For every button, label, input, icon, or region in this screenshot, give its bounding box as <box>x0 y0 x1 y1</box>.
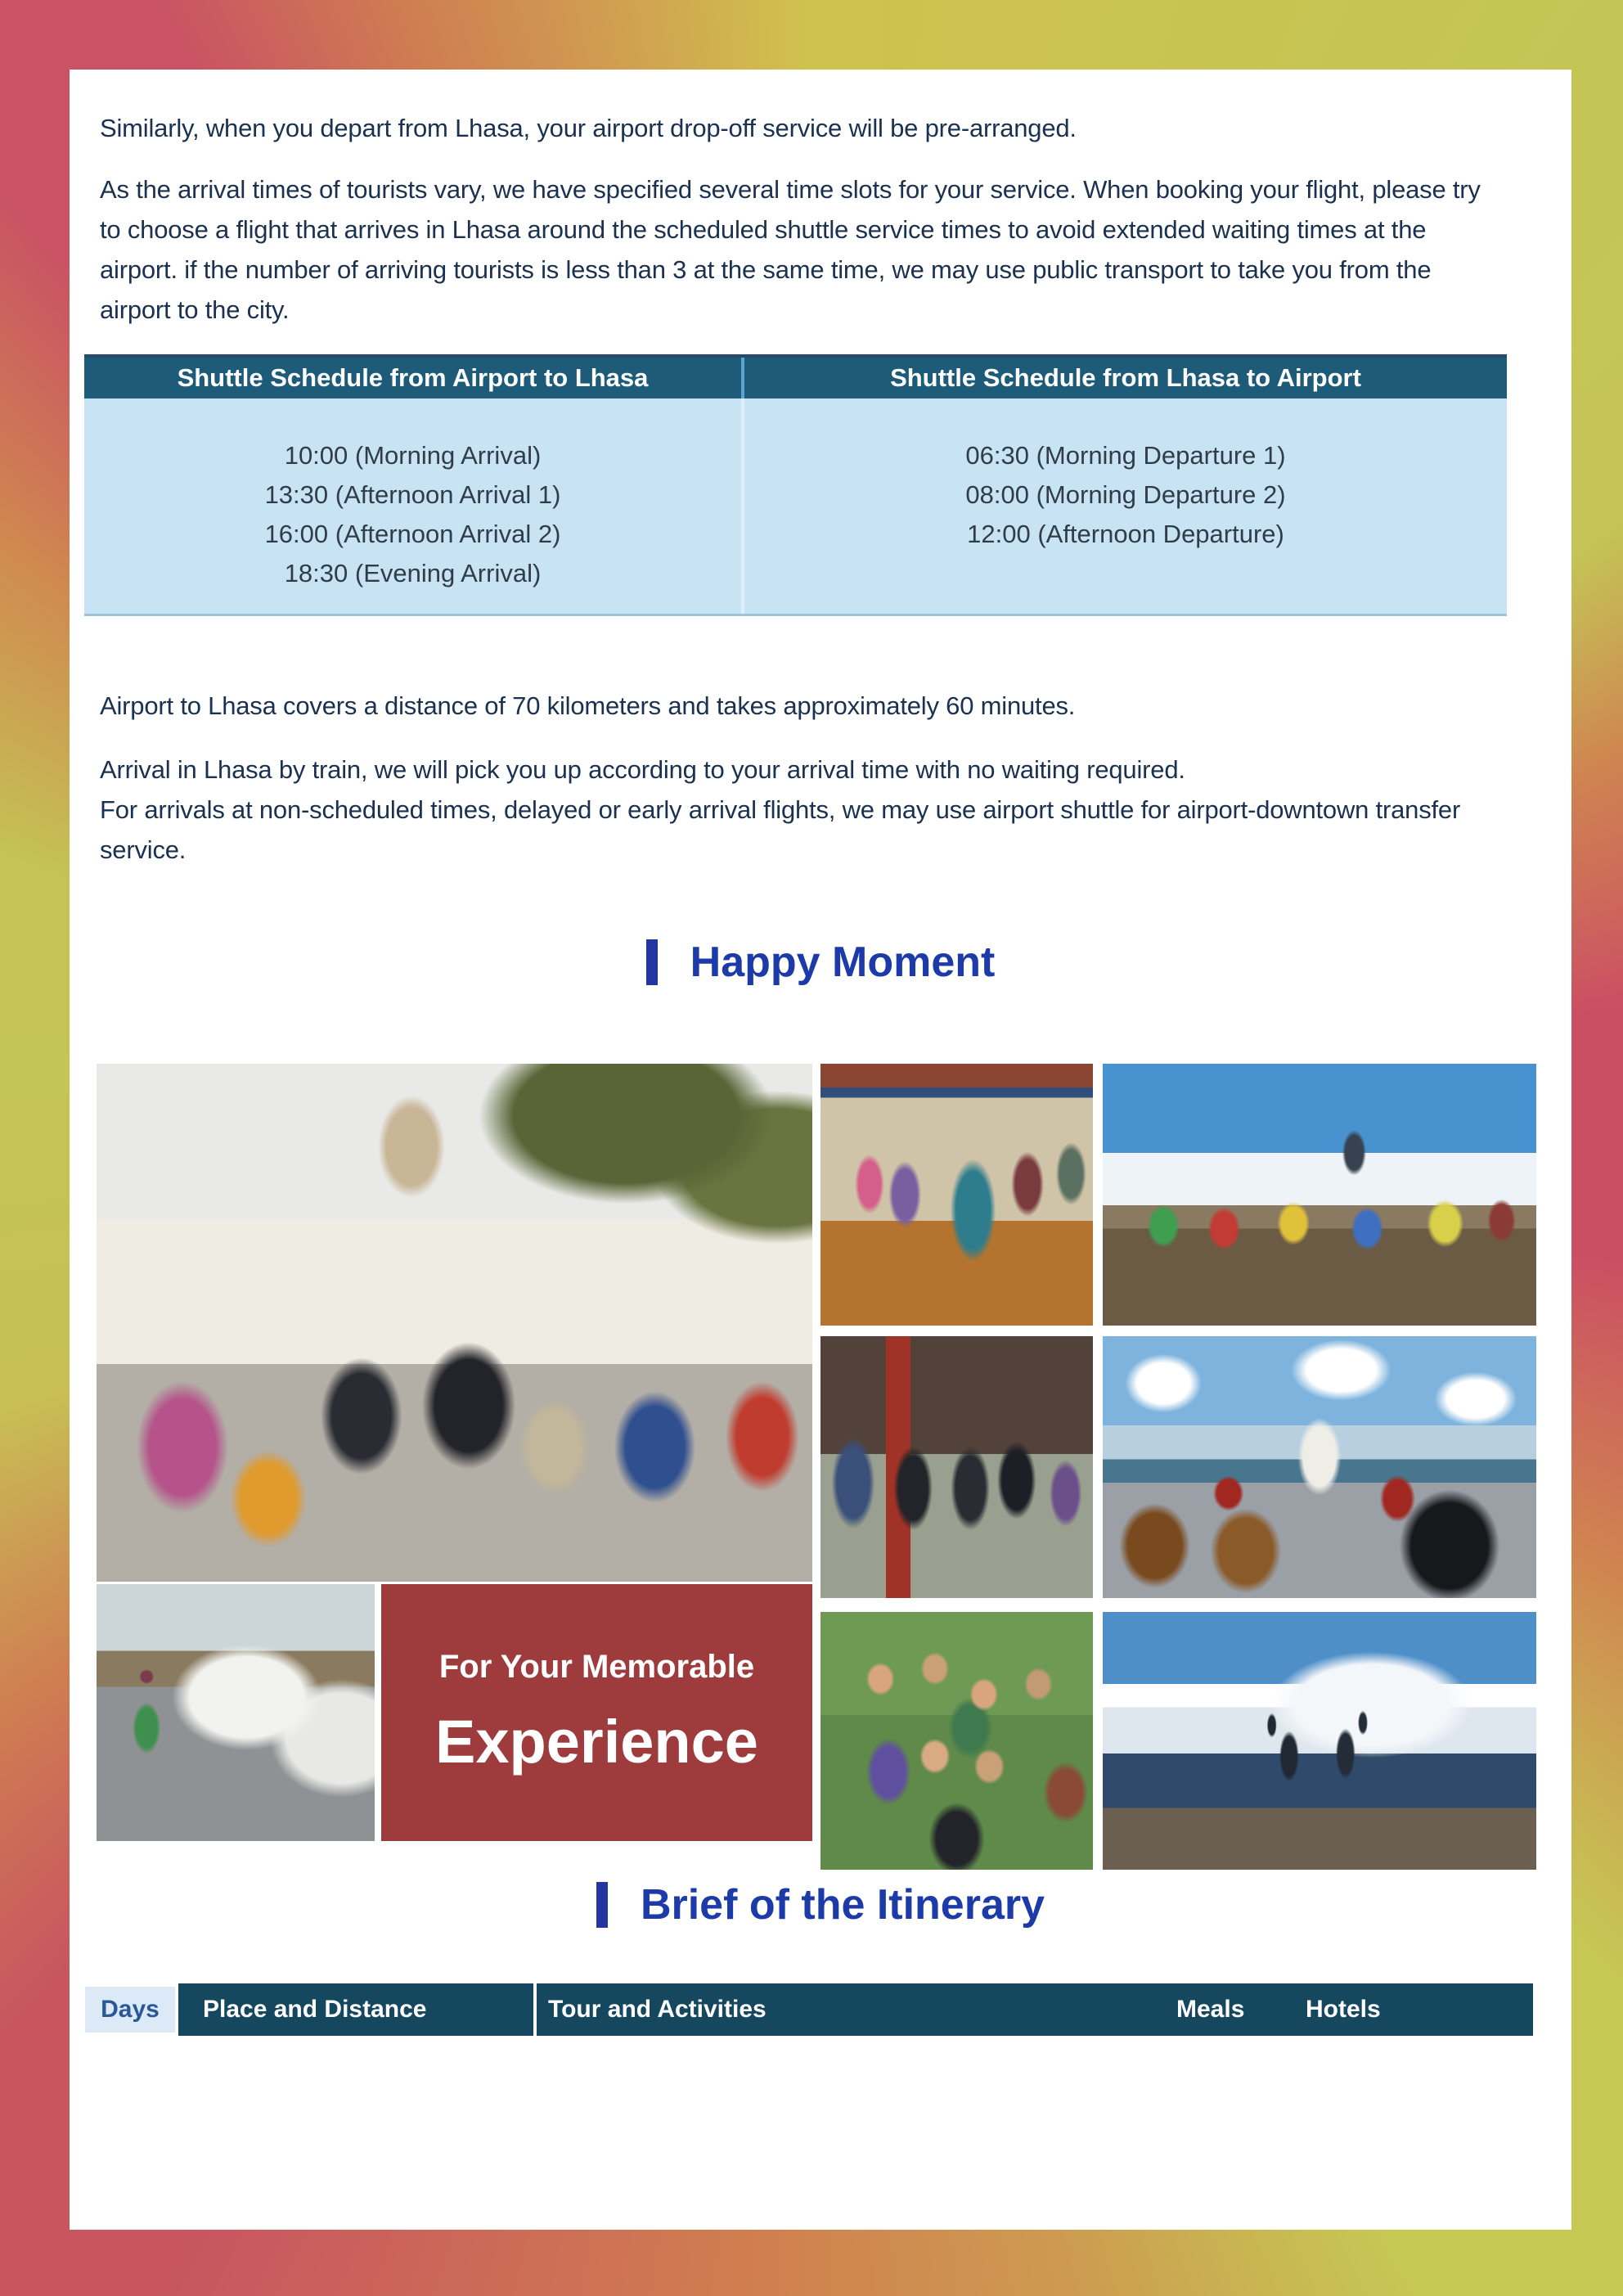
lhasa-to-airport-times <box>744 398 1507 614</box>
train-arrival-paragraph <box>100 750 1507 870</box>
itinerary-header-meals: Meals <box>1176 1996 1245 2023</box>
schedule-entry: 08:00 (Morning Departure 2) <box>965 480 1286 509</box>
heading-bar-icon <box>646 939 658 985</box>
itinerary-table-header-row <box>82 1983 1533 2036</box>
photo-tour-vehicles-roadside <box>97 1584 375 1841</box>
photo-group-at-potala <box>97 1064 812 1582</box>
photo-tibetan-mastiffs-lake <box>1103 1336 1536 1598</box>
schedule-entry: 06:30 (Morning Departure 1) <box>965 441 1286 470</box>
shuttle-table-header-row <box>84 354 1507 398</box>
schedule-entry: 18:30 (Evening Arrival) <box>284 559 542 588</box>
itinerary-header-tour: Tour and Activities <box>548 1996 767 2023</box>
non-scheduled-line: For arrivals at non-scheduled times, delayed or early arrival flights, we may use airport shuttle for airport-downtown transfer service. <box>100 795 1461 864</box>
experience-banner-line2: Experience <box>435 1708 758 1776</box>
distance-paragraph: Airport to Lhasa covers a distance of 70 kilometers and takes approximately 60 minutes. <box>100 691 1076 720</box>
heading-bar-icon <box>596 1882 608 1928</box>
section-heading-itinerary <box>70 1872 1571 1938</box>
photo-prayer-flags-mountain <box>1103 1064 1536 1326</box>
column-divider <box>533 1983 537 2036</box>
shuttle-header-lhasa-to-airport: Shuttle Schedule from Lhasa to Airport <box>890 363 1361 392</box>
photo-group-selfie <box>820 1612 1093 1870</box>
train-arrival-line: Arrival in Lhasa by train, we will pick you up according to your arrival time with no waiting required. <box>100 755 1185 784</box>
schedule-entry: 13:30 (Afternoon Arrival 1) <box>264 480 561 509</box>
schedule-entry: 16:00 (Afternoon Arrival 2) <box>264 520 561 548</box>
section-heading-happy-moment <box>70 930 1571 995</box>
section-title: Brief of the Itinerary <box>640 1881 1045 1929</box>
shuttle-header-airport-to-lhasa: Shuttle Schedule from Airport to Lhasa <box>177 363 649 392</box>
experience-banner <box>381 1584 812 1841</box>
photo-tibetan-dance-room <box>820 1064 1093 1326</box>
itinerary-header-place: Place and Distance <box>203 1996 427 2023</box>
photo-monastery-courtyard-chat <box>820 1336 1093 1598</box>
shuttle-schedule-table <box>84 354 1507 616</box>
section-title: Happy Moment <box>690 939 996 986</box>
itinerary-header-hotels: Hotels <box>1306 1996 1381 2023</box>
intro-paragraph: Similarly, when you depart from Lhasa, your airport drop-off service will be pre-arranged. <box>100 114 1077 142</box>
experience-banner-line1: For Your Memorable <box>438 1649 755 1685</box>
photo-hikers-everest <box>1103 1612 1536 1870</box>
itinerary-header-days: Days <box>82 1983 178 2036</box>
airport-to-lhasa-times <box>84 398 741 614</box>
arrival-times-paragraph: As the arrival times of tourists vary, we have specified several time slots for your service. When booking your flight, please try to choose a flight that arrives in Lhasa around the scheduled shuttle service times to avoid extended waiting times at the airport. if the number of arriving tourists is less than 3 at the same time, we may use public transport to take you from the airport to the city. <box>100 175 1481 324</box>
shuttle-table-body <box>84 398 1507 616</box>
itinerary-header-bar <box>178 1983 1533 2036</box>
schedule-entry: 12:00 (Afternoon Departure) <box>967 520 1284 548</box>
schedule-entry: 10:00 (Morning Arrival) <box>284 441 542 470</box>
